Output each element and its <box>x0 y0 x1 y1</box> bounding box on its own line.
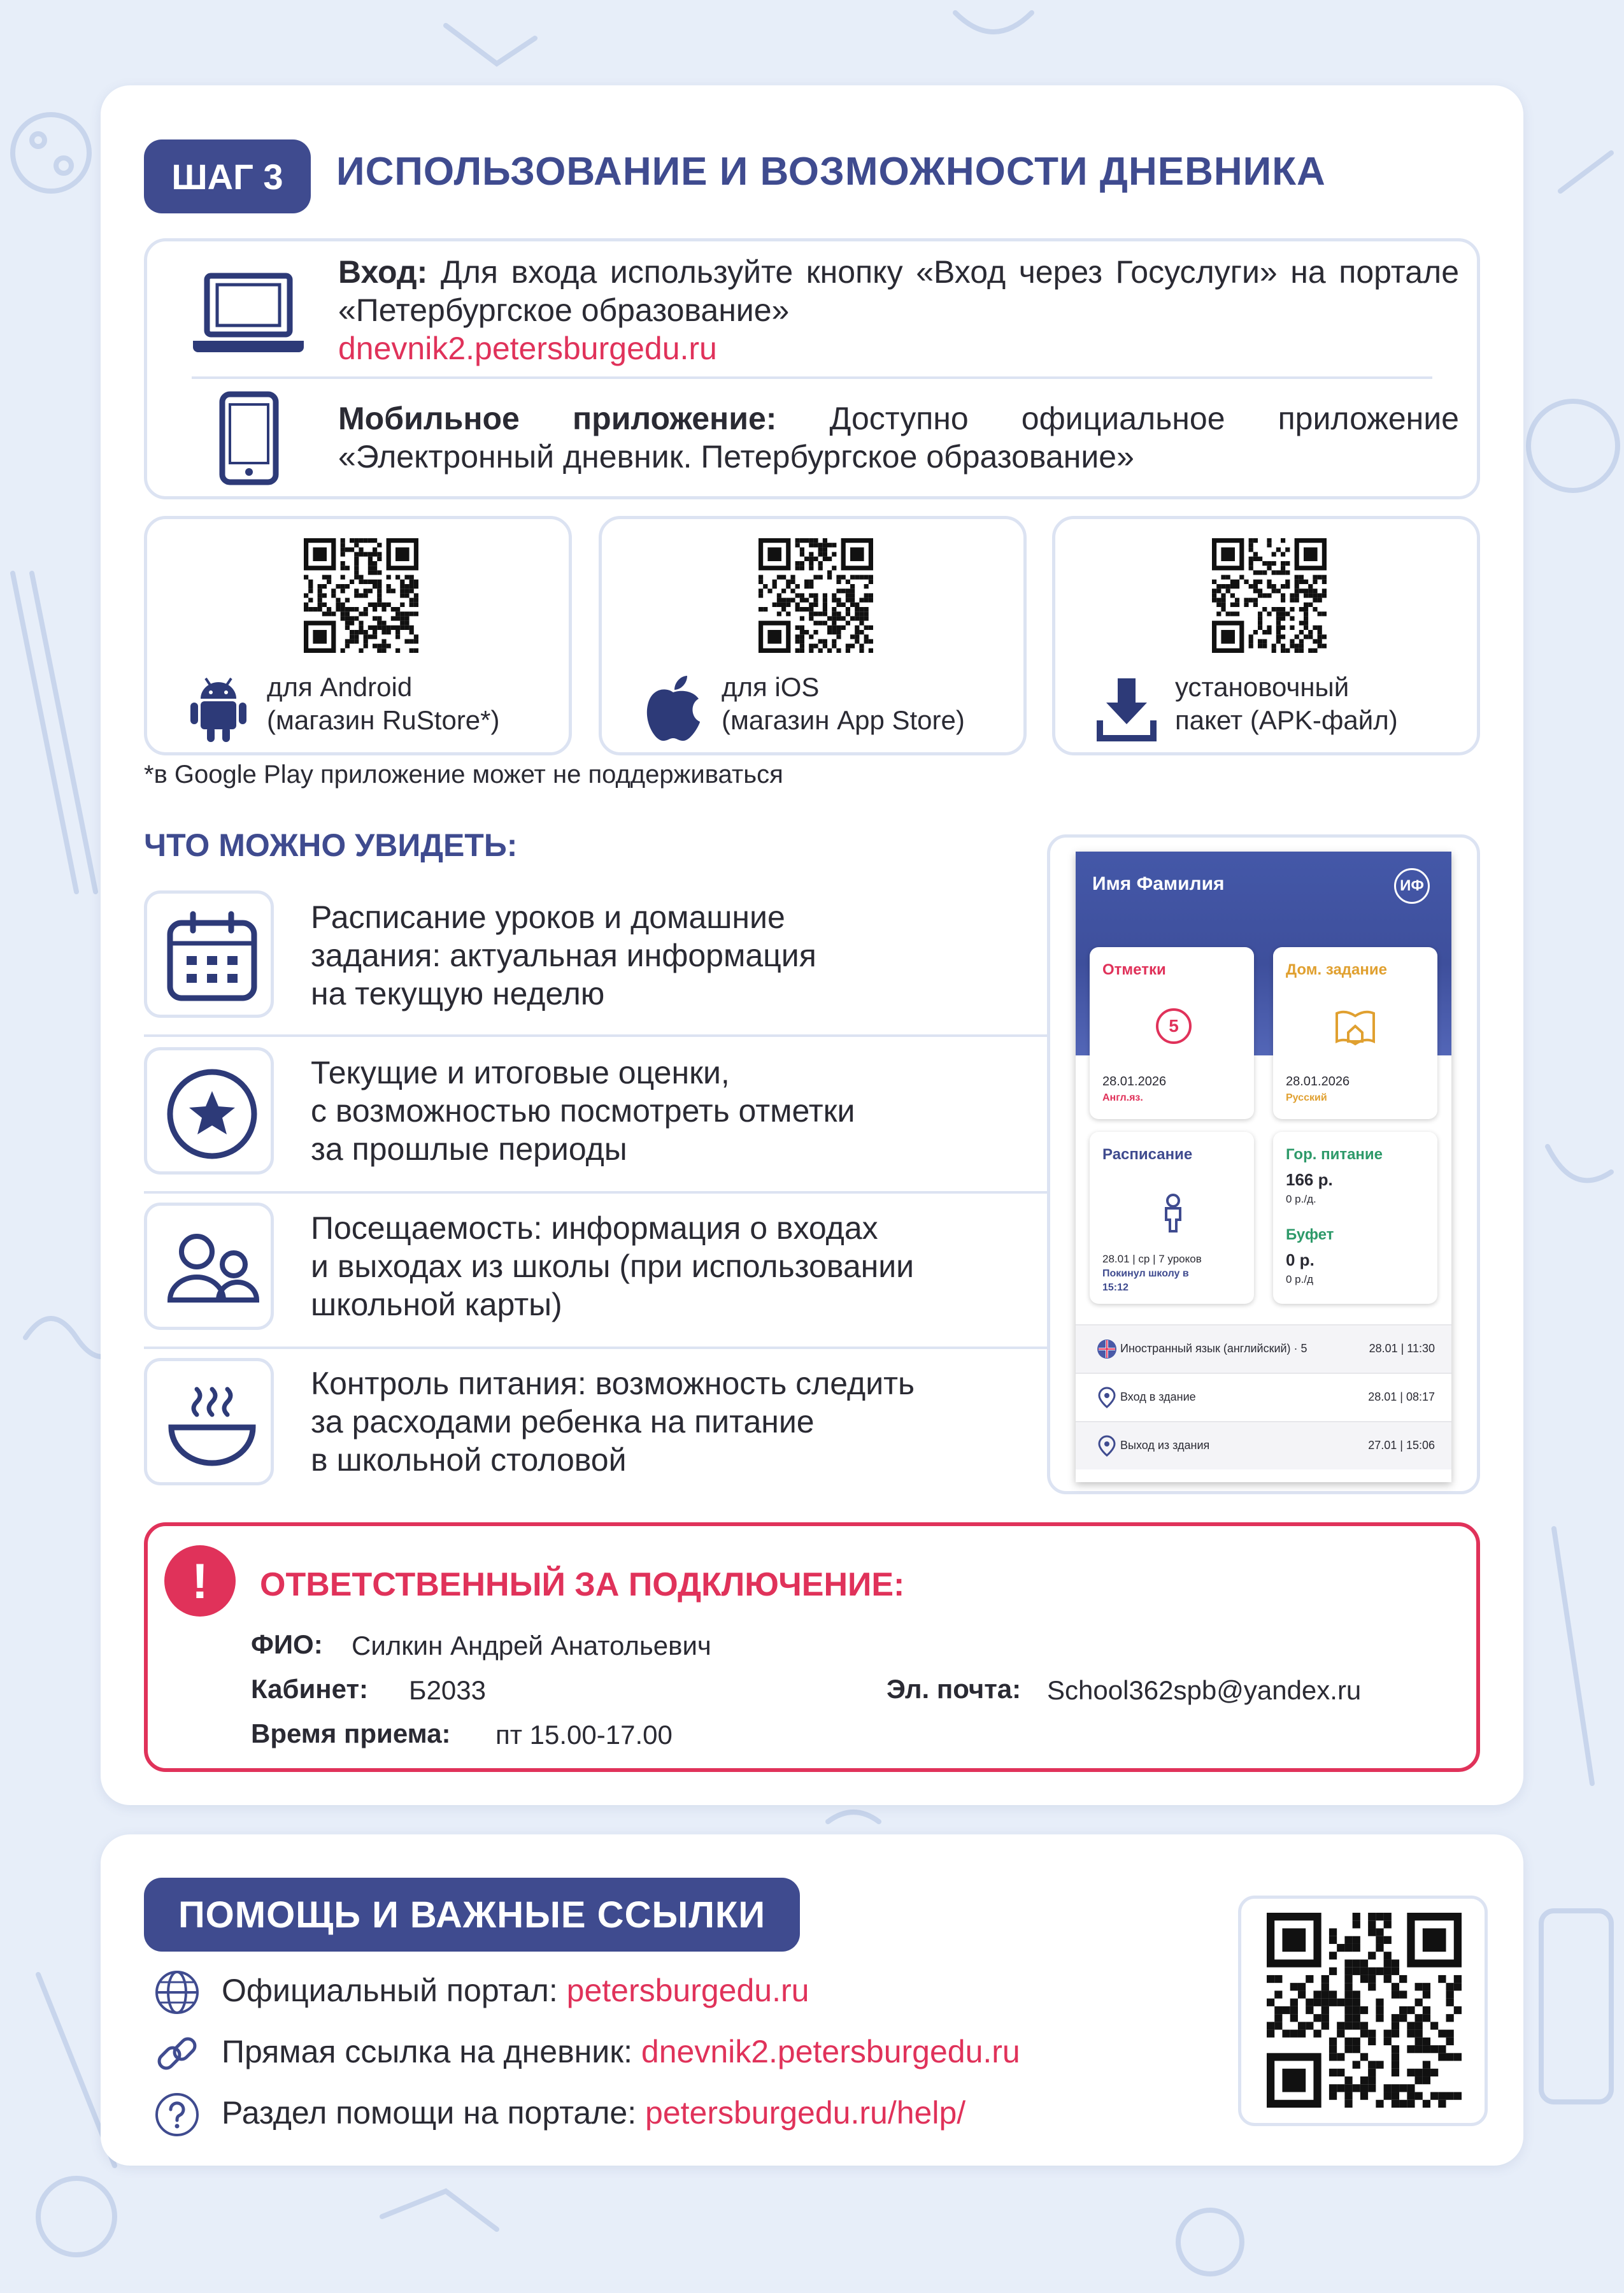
feature-icon-box <box>144 1358 274 1485</box>
hours-value: пт 15.00-17.00 <box>495 1720 673 1750</box>
feature-food <box>311 1364 1043 1479</box>
download-line2: пакет (APK-файл) <box>1175 705 1398 735</box>
feature-line: школьной карты) <box>311 1287 562 1322</box>
apple-icon <box>643 673 704 743</box>
help-link-label: Прямая ссылка на дневник: <box>222 2034 632 2069</box>
tile-homework[interactable] <box>1273 947 1437 1119</box>
help-link-row <box>222 2094 965 2131</box>
download-line1: установочный <box>1175 672 1350 702</box>
feature-icon-box <box>144 890 274 1018</box>
download-line1: для iOS <box>722 672 820 702</box>
grade-circle: 5 <box>1156 1008 1192 1044</box>
divider <box>144 1191 1080 1194</box>
feature-line: и выходах из школы (при использовании <box>311 1248 915 1284</box>
mobile-description: Доступно официальное приложение «Электронный дневник. Петербургское образование» <box>338 401 1459 475</box>
tile-food[interactable] <box>1273 1132 1437 1304</box>
download-apk[interactable] <box>1052 516 1480 755</box>
list-item[interactable] <box>1076 1421 1451 1469</box>
event-time: 28.01 | 11:30 <box>1369 1342 1435 1355</box>
avatar[interactable]: ИФ <box>1394 868 1430 904</box>
food-value: 166 р. <box>1286 1170 1333 1189</box>
qr-code-apk[interactable] <box>1212 538 1327 653</box>
help-link-label: Официальный портал: <box>222 1973 558 2008</box>
feature-line: с возможностью посмотреть отметки <box>311 1093 855 1129</box>
feature-attendance <box>311 1209 1043 1324</box>
event-time: 27.01 | 15:06 <box>1368 1439 1435 1452</box>
feature-line: задания: актуальная информация <box>311 938 816 973</box>
location-icon <box>1095 1385 1119 1410</box>
help-qr-frame <box>1238 1896 1488 2126</box>
access-info-box <box>144 238 1480 499</box>
email-value[interactable]: School362spb@yandex.ru <box>1047 1675 1362 1705</box>
app-screenshot <box>1076 852 1451 1482</box>
buffet-value: 0 р. <box>1286 1250 1314 1269</box>
tile-subject: 15:12 <box>1102 1282 1129 1293</box>
office-label: Кабинет: <box>251 1674 368 1704</box>
android-icon <box>188 673 249 743</box>
help-link-url[interactable]: petersburgedu.ru/help/ <box>645 2095 966 2131</box>
feature-line: на текущую неделю <box>311 976 605 1011</box>
tile-title: Дом. задание <box>1286 961 1387 978</box>
download-label <box>722 671 965 737</box>
tile-date: 28.01 | ср | 7 уроков <box>1102 1253 1202 1265</box>
divider <box>192 376 1432 379</box>
homework-icon <box>1334 1007 1376 1050</box>
link-icon <box>153 2029 201 2081</box>
help-link-url[interactable]: dnevnik2.petersburgedu.ru <box>641 2034 1020 2069</box>
people-icon <box>161 1218 263 1320</box>
feature-line: Посещаемость: информация о входах <box>311 1210 878 1246</box>
star-icon <box>161 1063 263 1165</box>
event-label: Выход из здания <box>1120 1439 1210 1452</box>
office-value: Б2033 <box>409 1675 486 1705</box>
event-label: Вход в здание <box>1120 1390 1196 1403</box>
login-label: Вход: <box>338 254 428 290</box>
feature-line: Текущие и итоговые оценки, <box>311 1055 730 1090</box>
mobile-text <box>338 399 1459 476</box>
help-link-row <box>222 1972 809 2009</box>
globe-icon <box>153 1968 201 2020</box>
mobile-label: Мобильное приложение: <box>338 401 777 436</box>
feature-icon-box <box>144 1047 274 1175</box>
help-card <box>101 1834 1523 2166</box>
download-icon <box>1096 673 1157 743</box>
download-android[interactable] <box>144 516 572 755</box>
flag-icon <box>1095 1337 1119 1361</box>
fio-value: Силкин Андрей Анатольевич <box>352 1631 711 1661</box>
smartphone-icon <box>217 390 281 489</box>
tile-title: Отметки <box>1102 961 1166 978</box>
responsible-box <box>144 1522 1480 1772</box>
download-line2: (магазин RuStore*) <box>267 705 500 735</box>
help-link-row <box>222 2033 1020 2070</box>
tile-date: 28.01.2026 <box>1102 1075 1167 1089</box>
tile-title: Буфет <box>1286 1226 1334 1243</box>
login-text <box>338 253 1459 329</box>
features-heading: ЧТО МОЖНО УВИДЕТЬ: <box>144 827 518 863</box>
tile-date: 28.01.2026 <box>1286 1075 1350 1089</box>
tile-subject: Покинул школу в <box>1102 1268 1189 1279</box>
calendar-icon <box>161 906 263 1008</box>
buffet-sub: 0 р./д <box>1286 1273 1313 1285</box>
footnote: *в Google Play приложение может не поддерживаться <box>144 761 783 789</box>
download-line2: (магазин App Store) <box>722 705 965 735</box>
tile-title: Расписание <box>1102 1146 1193 1163</box>
tile-schedule[interactable] <box>1090 1132 1254 1304</box>
download-label <box>1175 671 1398 737</box>
food-sub: 0 р./д. <box>1286 1193 1316 1205</box>
list-item[interactable] <box>1076 1324 1451 1373</box>
event-time: 28.01 | 08:17 <box>1368 1390 1435 1403</box>
login-link[interactable]: dnevnik2.petersburgedu.ru <box>338 331 717 366</box>
divider <box>144 1034 1080 1037</box>
exclamation-icon: ! <box>164 1545 236 1617</box>
feature-line: Контроль питания: возможность следить <box>311 1366 915 1401</box>
location-icon <box>1095 1434 1119 1458</box>
help-link-label: Раздел помощи на портале: <box>222 2095 637 2131</box>
divider <box>144 1347 1080 1349</box>
help-link-url[interactable]: petersburgedu.ru <box>566 1973 809 2008</box>
feature-line: в школьной столовой <box>311 1442 627 1478</box>
laptop-icon <box>188 269 309 362</box>
feature-line: за прошлые периоды <box>311 1131 627 1167</box>
tile-subject: Англ.яз. <box>1102 1092 1143 1103</box>
feature-schedule <box>311 898 1043 1013</box>
bowl-icon <box>161 1374 263 1476</box>
person-icon <box>1157 1193 1189 1237</box>
app-user-name: Имя Фамилия <box>1092 873 1225 894</box>
feature-line: за расходами ребенка на питание <box>311 1404 815 1439</box>
tile-title: Гор. питание <box>1286 1146 1383 1163</box>
feature-line: Расписание уроков и домашние <box>311 899 785 935</box>
responsible-title: ОТВЕТСТВЕННЫЙ ЗА ПОДКЛЮЧЕНИЕ: <box>260 1566 905 1603</box>
feature-icon-box <box>144 1203 274 1330</box>
download-ios[interactable] <box>599 516 1027 755</box>
list-item[interactable] <box>1076 1373 1451 1421</box>
event-label: Иностранный язык (английский) · 5 <box>1120 1342 1307 1355</box>
app-screenshot-frame <box>1047 834 1480 1494</box>
step-title: ИСПОЛЬЗОВАНИЕ И ВОЗМОЖНОСТИ ДНЕВНИКА <box>336 150 1326 194</box>
tile-marks[interactable] <box>1090 947 1254 1119</box>
email-label: Эл. почта: <box>887 1674 1022 1704</box>
hours-label: Время приема: <box>251 1718 451 1748</box>
qr-code-help[interactable] <box>1267 1913 1462 2108</box>
qr-code-android[interactable] <box>304 538 418 653</box>
login-description: Для входа используйте кнопку «Вход через Госуслуги» на портале «Петербургское образование» <box>338 254 1459 328</box>
help-title: ПОМОЩЬ И ВАЖНЫЕ ССЫЛКИ <box>144 1878 800 1952</box>
qr-code-ios[interactable] <box>759 538 873 653</box>
feature-grades <box>311 1054 1043 1168</box>
step-badge: ШАГ 3 <box>144 139 311 213</box>
main-card <box>101 85 1523 1805</box>
download-line1: для Android <box>267 672 413 702</box>
download-label <box>267 671 500 737</box>
help-icon <box>153 2090 201 2142</box>
tile-subject: Русский <box>1286 1092 1327 1103</box>
fio-label: ФИО: <box>251 1629 323 1659</box>
